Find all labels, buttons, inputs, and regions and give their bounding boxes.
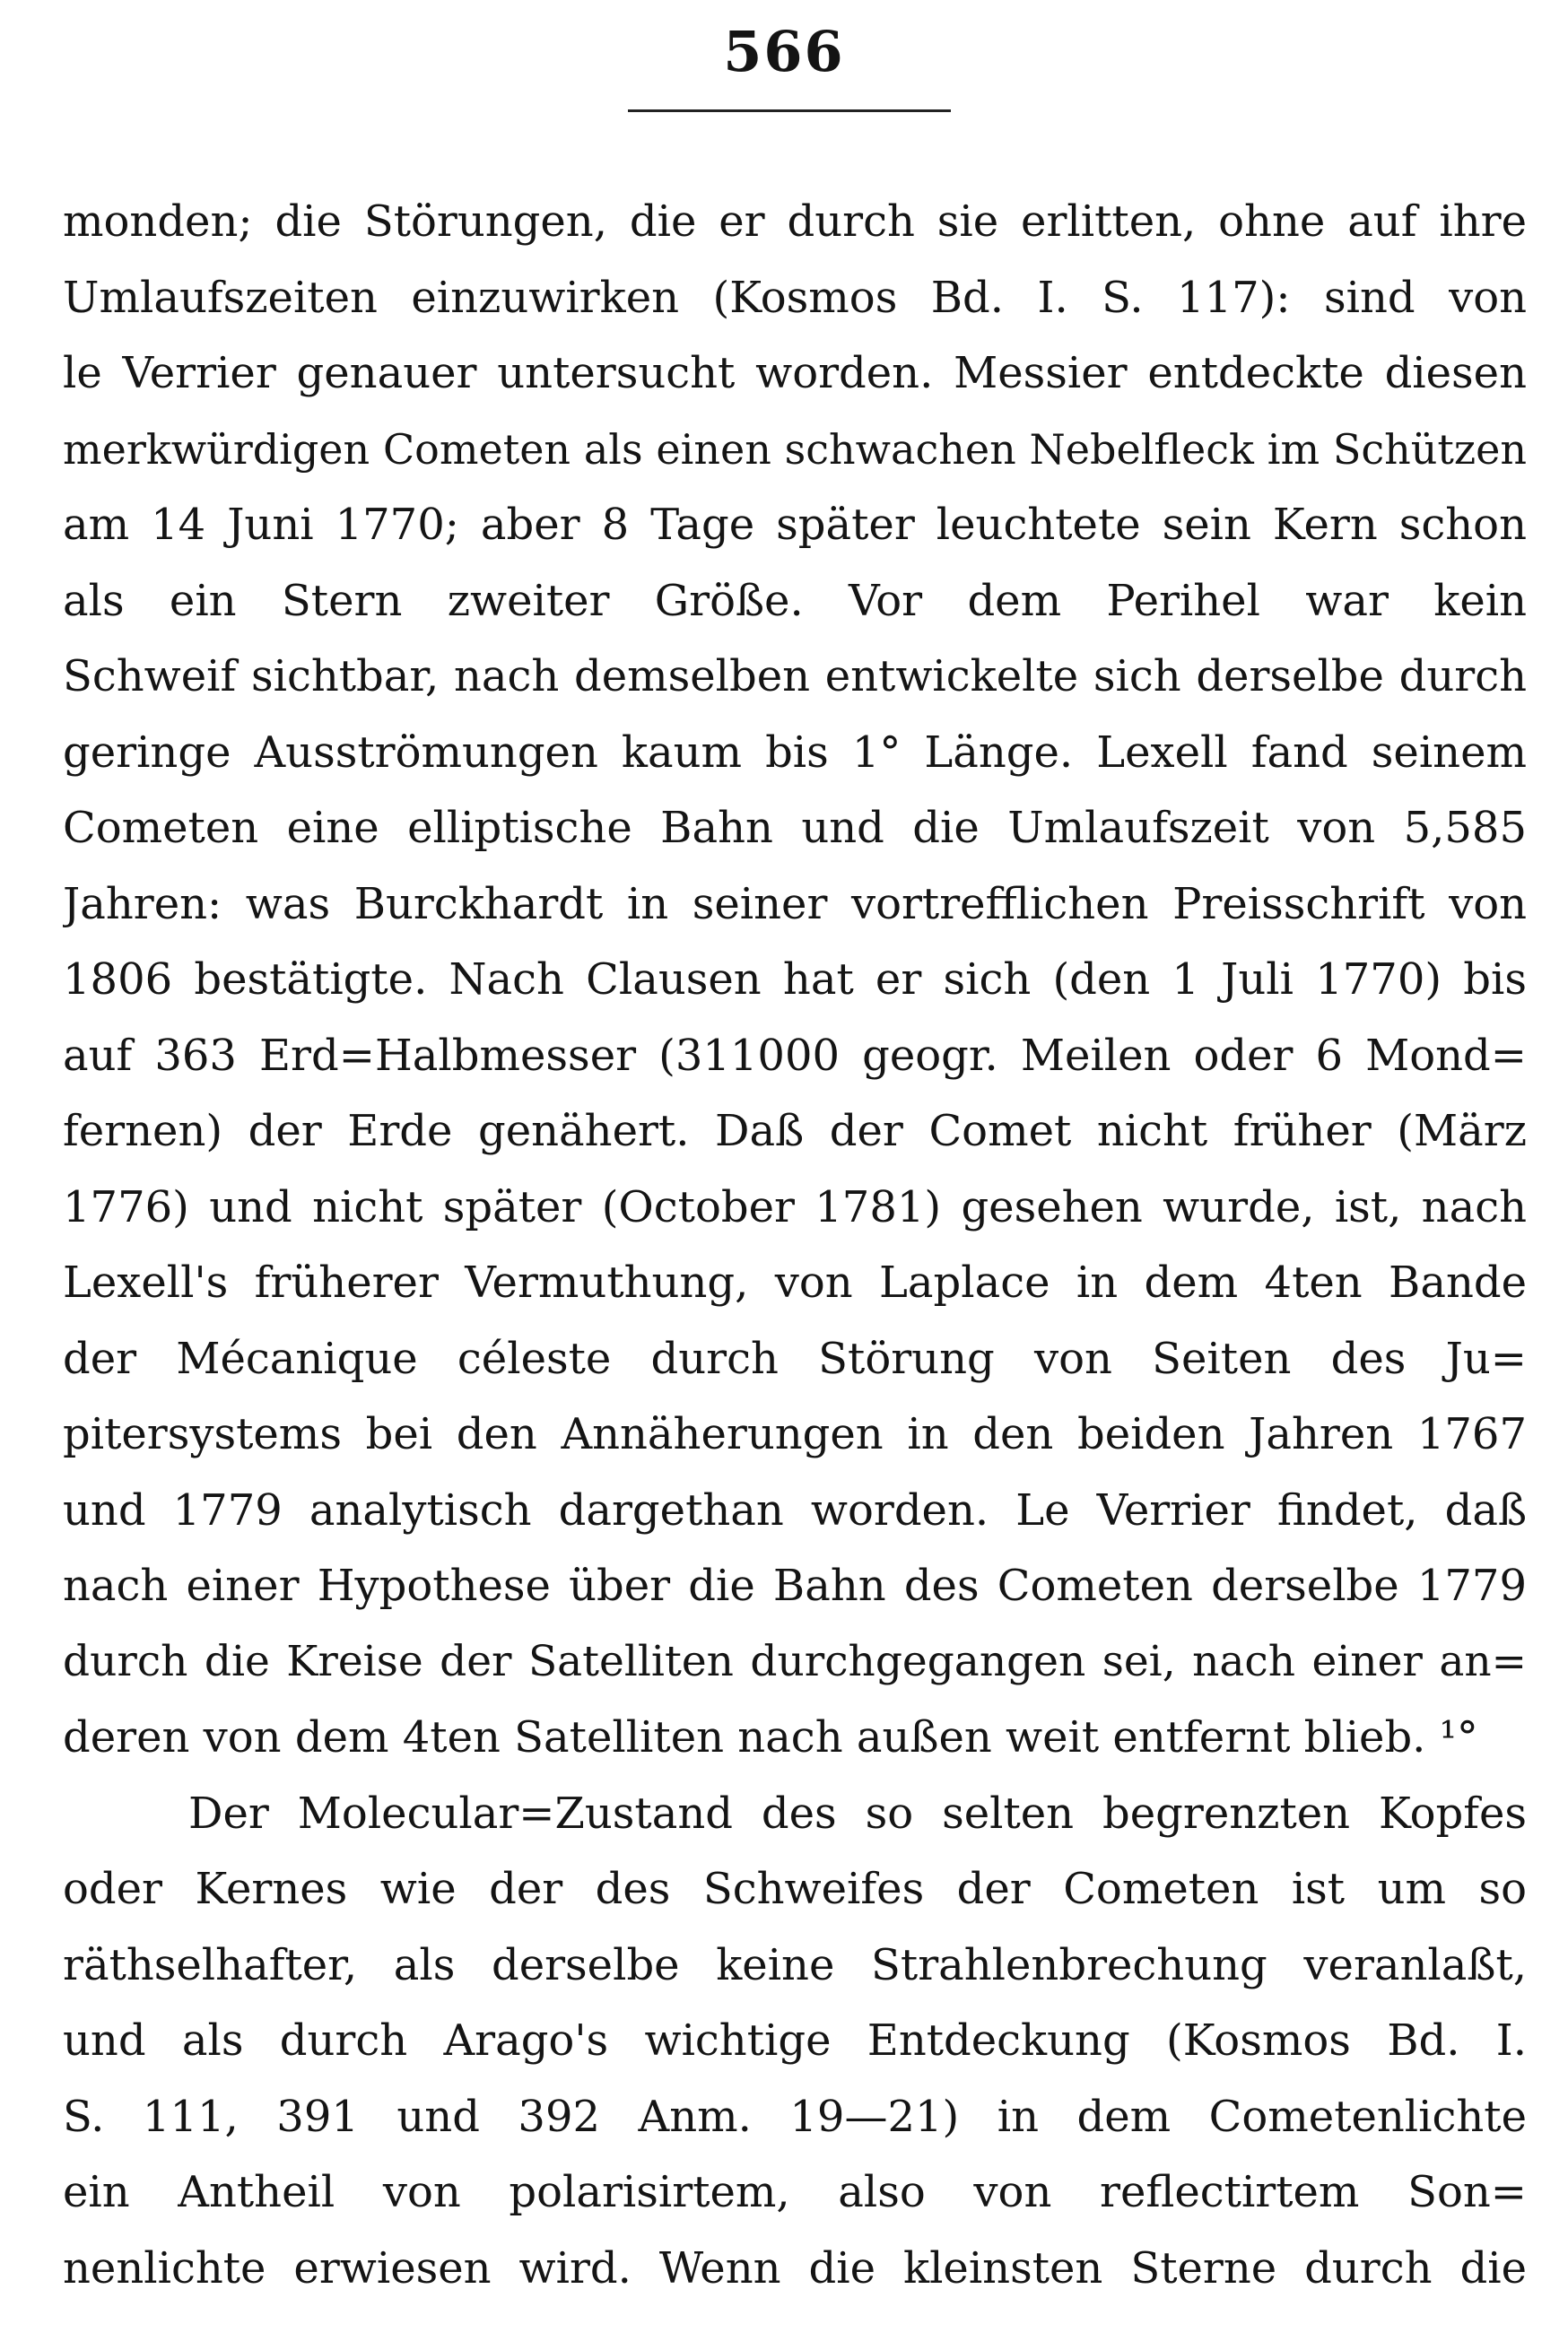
- text-line: am 14 Juni 1770; aber 8 Tage später leuchtete sein Kern schon: [63, 500, 1527, 550]
- paragraph-start-line: Der Molecular=Zustand des so selten begrenzten Kopfes: [188, 1788, 1527, 1839]
- text-line: geringe Ausströmungen kaum bis 1° Länge. Lexell fand seinem: [63, 727, 1527, 778]
- text-line: als ein Stern zweiter Größe. Vor dem Perihel war kein: [63, 575, 1527, 626]
- text-line: oder Kernes wie der des Schweifes der Cometen ist um so: [63, 1864, 1527, 1914]
- text-line: durch die Kreise der Satelliten durchgegangen sei, nach einer an=: [63, 1636, 1527, 1686]
- text-line: S. 111, 391 und 392 Anm. 19—21) in dem Cometenlichte: [63, 2091, 1527, 2142]
- text-line: räthselhafter, als derselbe keine Strahlenbrechung veranlaßt,: [63, 1939, 1527, 1990]
- text-line: ein Antheil von polarisirtem, also von reflectirtem Son=: [63, 2167, 1527, 2217]
- text-line: und als durch Arago's wichtige Entdeckung (Kosmos Bd. I.: [63, 2015, 1527, 2066]
- text-line: 1806 bestätigte. Nach Clausen hat er sich (den 1 Juli 1770) bis: [63, 954, 1527, 1005]
- page-number: 566: [723, 19, 845, 84]
- body-text: [63, 184, 1527, 2306]
- text-line: merkwürdigen Cometen als einen schwachen Nebelfleck im Schützen: [63, 424, 1527, 474]
- text-line: fernen) der Erde genähert. Daß der Comet nicht früher (März: [63, 1106, 1527, 1156]
- text-line: pitersystems bei den Annäherungen in den beiden Jahren 1767: [63, 1409, 1527, 1459]
- text-line: Lexell's früherer Vermuthung, von Laplace in dem 4ten Bande: [63, 1258, 1527, 1308]
- text-line: Schweif sichtbar, nach demselben entwickelte sich derselbe durch: [63, 651, 1527, 701]
- text-line: 1776) und nicht später (October 1781) gesehen wurde, ist, nach: [63, 1181, 1527, 1232]
- text-line: auf 363 Erd=Halbmesser (311000 geogr. Meilen oder 6 Mond=: [63, 1030, 1527, 1081]
- text-line: nenlichte erwiesen wird. Wenn die kleinsten Sterne durch die: [63, 2242, 1527, 2293]
- text-line: und 1779 analytisch dargethan worden. Le Verrier findet, daß: [63, 1484, 1527, 1536]
- text-line: deren von dem 4ten Satelliten nach außen weit entfernt blieb. ¹°: [63, 1712, 1478, 1762]
- text-line: monden; die Störungen, die er durch sie erlitten, ohne auf ihre: [63, 196, 1527, 247]
- text-line: le Verrier genauer untersucht worden. Messier entdeckte diesen: [63, 348, 1527, 398]
- header-rule: [628, 109, 951, 112]
- text-line: nach einer Hypothese über die Bahn des Cometen derselbe 1779: [63, 1561, 1527, 1611]
- text-line: Umlaufszeiten einzuwirken (Kosmos Bd. I. S. 117): sind von: [63, 272, 1527, 323]
- text-line: der Mécanique céleste durch Störung von Seiten des Ju=: [63, 1333, 1527, 1384]
- text-line: Cometen eine elliptische Bahn und die Umlaufszeit von 5,585: [63, 803, 1527, 853]
- text-line: Jahren: was Burckhardt in seiner vortrefflichen Preisschrift von: [63, 878, 1527, 929]
